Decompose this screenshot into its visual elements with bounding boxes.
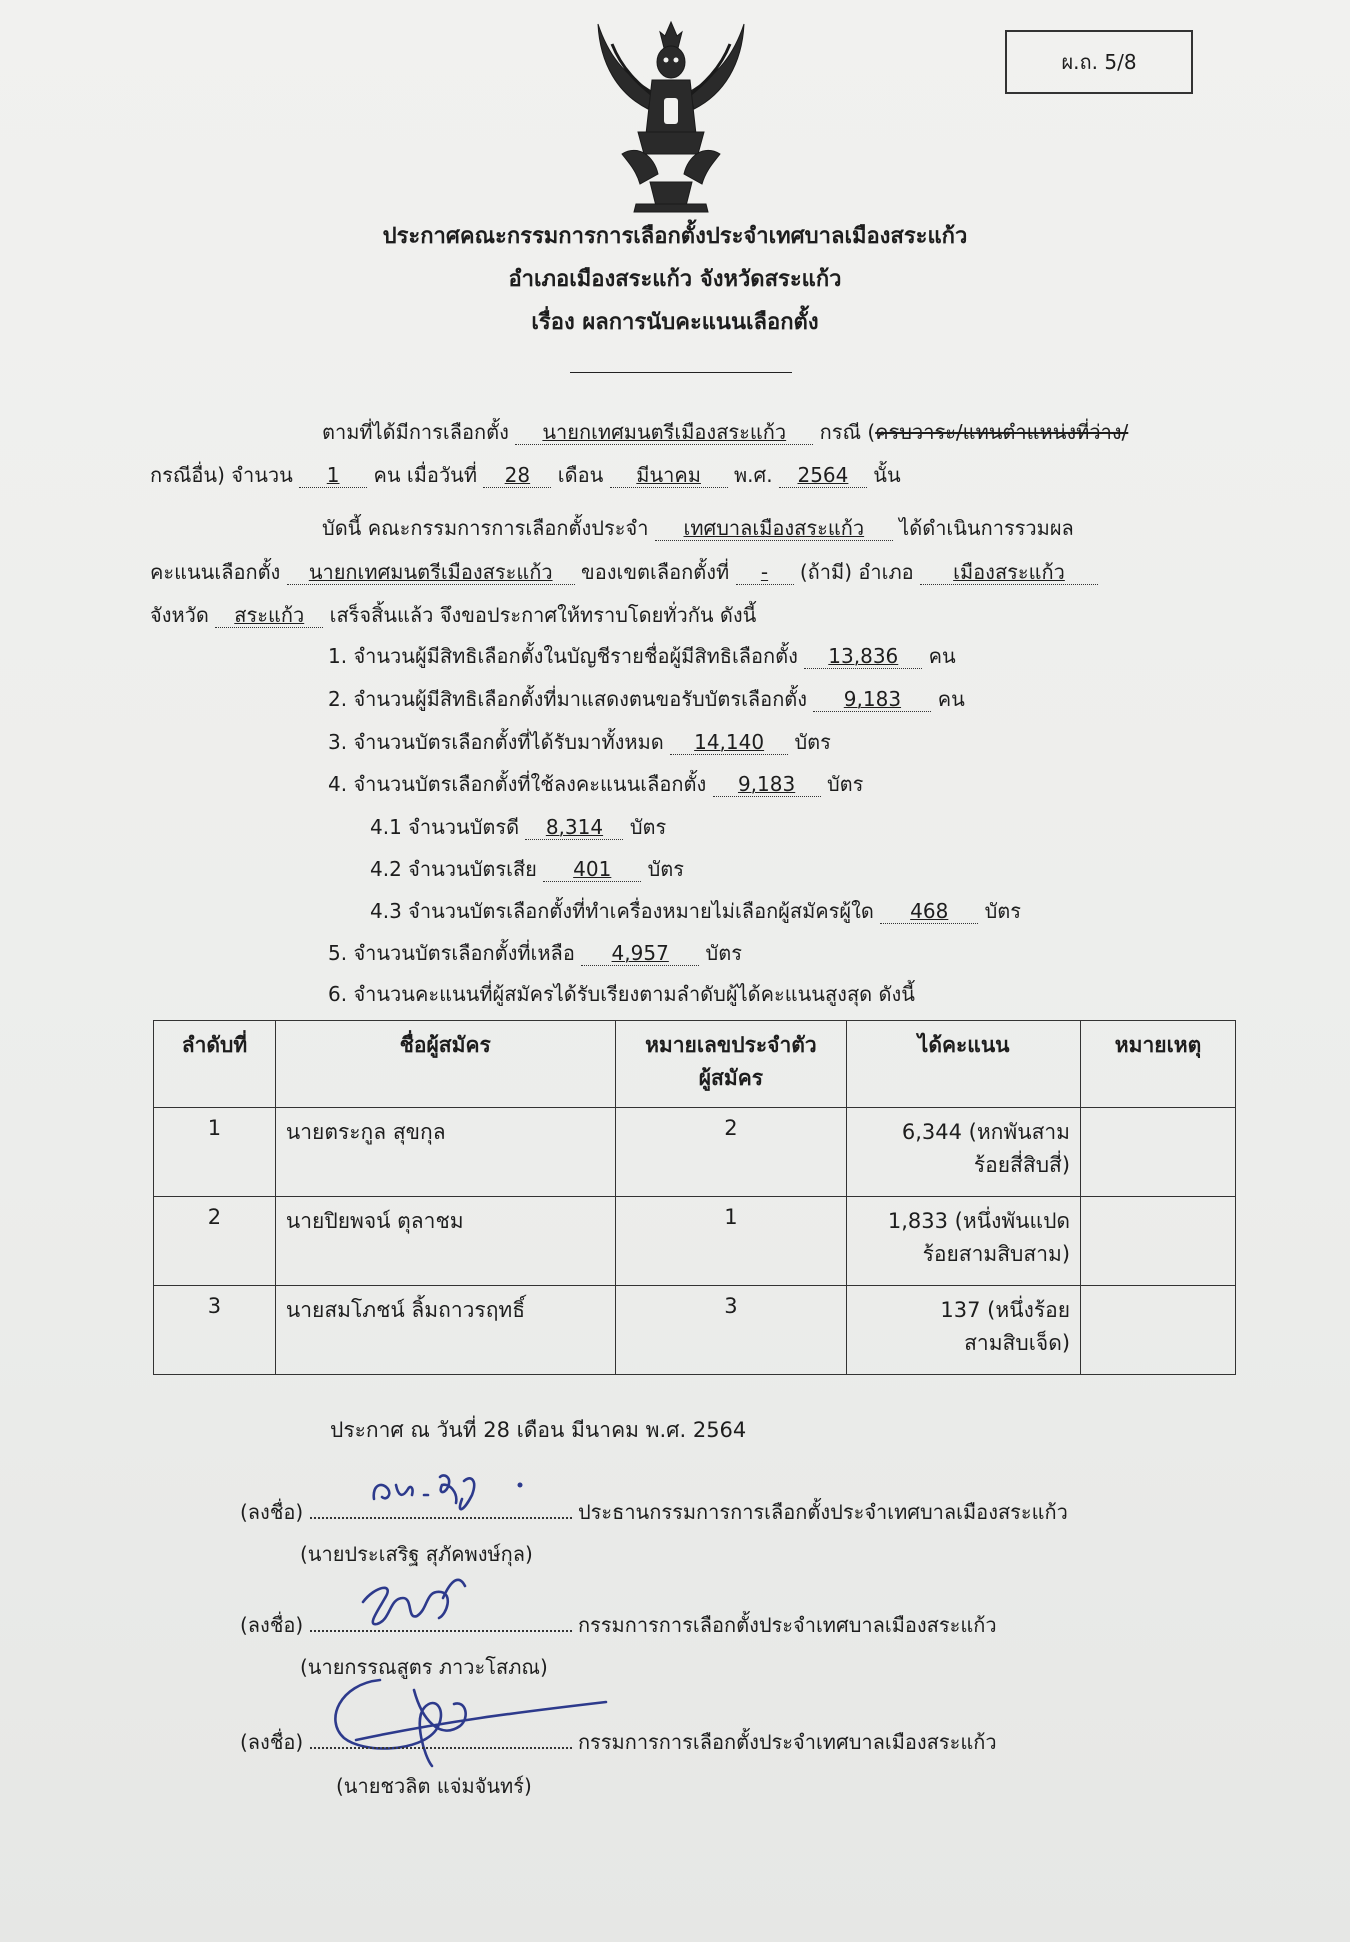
table-row: 3 นายสมโภชน์ ลิ้มถาวรฤทธิ์ 3 137 (หนึ่งร้อย สามสิบเจ็ด) (154, 1286, 1236, 1375)
item-4-2: 4.2 จำนวนบัตรเสีย 401 บัตร (370, 857, 685, 881)
signature-2-role: กรรมการการเลือกตั้งประจำเทศบาลเมืองสระแก้ว (577, 1613, 997, 1637)
good-ballots: 8,314 (525, 815, 623, 840)
struck-options: ครบวาระ/แทนตำแหน่งที่ว่าง/ (875, 420, 1129, 444)
election-position: นายกเทศมนตรีเมืองสระแก้ว (515, 420, 813, 445)
form-code: ผ.ถ. 5/8 (1061, 50, 1137, 74)
para2-line1: บัดนี้ คณะกรรมการการเลือกตั้งประจำ เทศบาลเมืองสระแก้ว ได้ดำเนินการรวมผล (322, 516, 1074, 540)
header-line-3: เรื่อง ผลการนับคะแนนเลือกตั้ง (531, 310, 819, 335)
committee-org: เทศบาลเมืองสระแก้ว (655, 516, 893, 541)
signature-3-handwriting (320, 1660, 610, 1780)
spoiled-ballots: 401 (543, 857, 641, 882)
col-number: หมายเลขประจำตัว ผู้สมัคร (615, 1021, 847, 1108)
district-no: - (736, 560, 794, 585)
election-day: 28 (483, 463, 551, 488)
signature-3-name: (นายชวลิต แจ่มจันทร์) (336, 1774, 532, 1798)
signature-2-line: (ลงชื่อ) กรรมการการเลือกตั้งประจำเทศบาลเมืองสระแก้ว (240, 1613, 997, 1637)
province: สระแก้ว (215, 603, 323, 628)
signature-2-name: (นายกรรณสูตร ภาวะโสภณ) (300, 1655, 548, 1679)
col-rank: ลำดับที่ (154, 1021, 276, 1108)
header-line-1: ประกาศคณะกรรมการการเลือกตั้งประจำเทศบาลเมืองสระแก้ว (382, 224, 968, 249)
item-3: 3. จำนวนบัตรเลือกตั้งที่ได้รับมาทั้งหมด 14,140 บัตร (328, 730, 831, 754)
ballots-used: 9,183 (713, 772, 821, 797)
signature-1-name: (นายประเสริฐ สุภัคพงษ์กุล) (300, 1542, 533, 1566)
col-note: หมายเหตุ (1081, 1021, 1236, 1108)
amphoe: เมืองสระแก้ว (920, 560, 1098, 585)
col-name: ชื่อผู้สมัคร (275, 1021, 615, 1108)
para2-line2: คะแนนเลือกตั้ง นายกเทศมนตรีเมืองสระแก้ว ของเขตเลือกตั้งที่ - (ถ้ามี) อำเภอ เมืองสระแก้ว (150, 560, 1098, 585)
header-line-2: อำเภอเมืองสระแก้ว จังหวัดสระแก้ว (508, 267, 842, 292)
form-code-box (1005, 30, 1193, 94)
signature-3-role: กรรมการการเลือกตั้งประจำเทศบาลเมืองสระแก้ว (577, 1730, 997, 1754)
para1-line1: ตามที่ได้มีการเลือกตั้ง นายกเทศมนตรีเมืองสระแก้ว กรณี (ครบวาระ/แทนตำแหน่งที่ว่าง/ (322, 420, 1129, 444)
para1-line2: กรณีอื่น) จำนวน 1 คน เมื่อวันที่ 28 เดือน มีนาคม พ.ศ. 2564 นั้น (150, 463, 901, 487)
para2-line3: จังหวัด สระแก้ว เสร็จสิ้นแล้ว จึงขอประกาศให้ทราบโดยทั่วกัน ดังนี้ (150, 603, 757, 627)
garuda-emblem-icon (578, 14, 764, 214)
header-divider (570, 372, 792, 373)
results-table (153, 1020, 1236, 1375)
election-year: 2564 (779, 463, 867, 488)
item-5: 5. จำนวนบัตรเลือกตั้งที่เหลือ 4,957 บัตร (328, 941, 742, 965)
signature-1-line: (ลงชื่อ) ประธานกรรมการการเลือกตั้งประจำเทศบาลเมืองสระแก้ว (240, 1500, 1068, 1524)
signature-3-line: (ลงชื่อ) กรรมการการเลือกตั้งประจำเทศบาลเมืองสระแก้ว (240, 1730, 997, 1754)
announce-date: ประกาศ ณ วันที่ 28 เดือน มีนาคม พ.ศ. 2564 (330, 1418, 747, 1442)
election-month: มีนาคม (610, 463, 728, 488)
ballots-received: 14,140 (670, 730, 788, 755)
table-header-row (154, 1021, 1236, 1108)
voters-turnout: 9,183 (813, 687, 931, 712)
signature-1-role: ประธานกรรมการการเลือกตั้งประจำเทศบาลเมืองสระแก้ว (577, 1500, 1068, 1524)
item-1: 1. จำนวนผู้มีสิทธิเลือกตั้งในบัญชีรายชื่อผู้มีสิทธิเลือกตั้ง 13,836 คน (328, 644, 956, 668)
col-votes: ได้คะแนน (847, 1021, 1081, 1108)
eligible-voters: 13,836 (804, 644, 922, 669)
item-4: 4. จำนวนบัตรเลือกตั้งที่ใช้ลงคะแนนเลือกตั้ง 9,183 บัตร (328, 772, 864, 796)
remaining-ballots: 4,957 (581, 941, 699, 966)
table-row: 2 นายปิยพจน์ ตุลาชม 1 1,833 (หนึ่งพันแปด ร้อยสามสิบสาม) (154, 1197, 1236, 1286)
item-6: 6. จำนวนคะแนนที่ผู้สมัครได้รับเรียงตามลำดับผู้ได้คะแนนสูงสุด ดังนี้ (328, 982, 915, 1006)
count-position: นายกเทศมนตรีเมืองสระแก้ว (287, 560, 575, 585)
item-2: 2. จำนวนผู้มีสิทธิเลือกตั้งที่มาแสดงตนขอรับบัตรเลือกตั้ง 9,183 คน (328, 687, 965, 711)
item-4-1: 4.1 จำนวนบัตรดี 8,314 บัตร (370, 815, 667, 839)
seat-count: 1 (299, 463, 367, 488)
table-row: 1 นายตระกูล สุขกุล 2 6,344 (หกพันสาม ร้อยสี่สิบสี่) (154, 1108, 1236, 1197)
item-4-3: 4.3 จำนวนบัตรเลือกตั้งที่ทำเครื่องหมายไม่เลือกผู้สมัครผู้ใด 468 บัตร (370, 899, 1022, 923)
no-vote-ballots: 468 (880, 899, 978, 924)
